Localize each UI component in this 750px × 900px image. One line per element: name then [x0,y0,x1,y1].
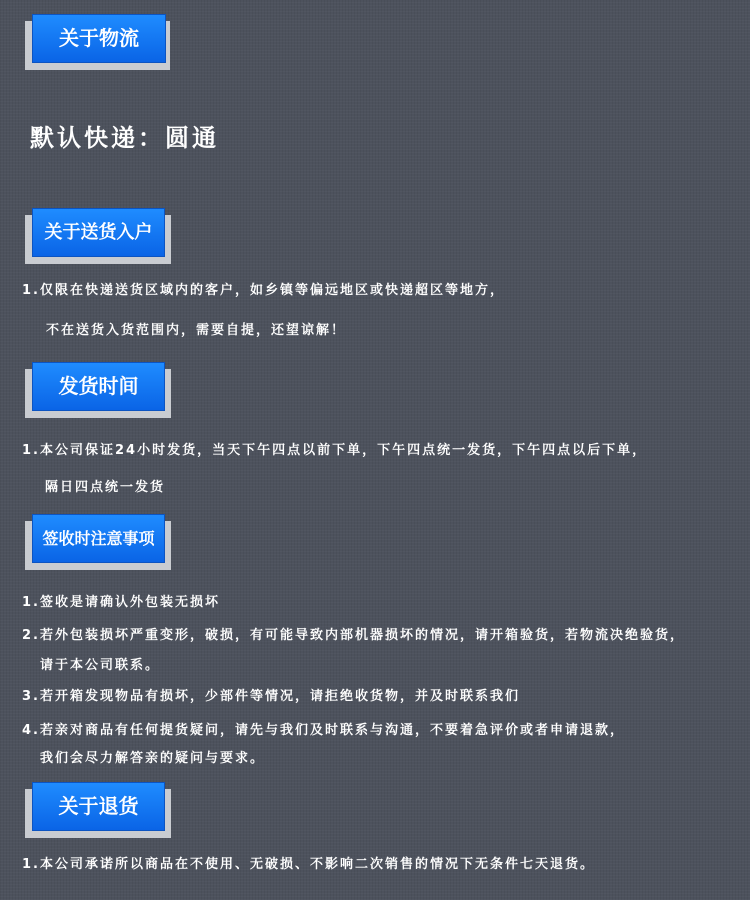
receipt-line-1: 1.签收是请确认外包装无损坏 [22,595,220,610]
returns-line-1: 1.本公司承诺所以商品在不使用、无破损、不影响二次销售的情况下无条件七天退货。 [22,857,595,872]
receipt-line-3: 请于本公司联系。 [40,658,161,673]
delivery-line-1: 1.仅限在快递送货区域内的客户，如乡镇等偏远地区或快递超区等地方， [22,283,505,298]
shipping-time-line-1: 1.本公司保证24小时发货，当天下午四点以前下单，下午四点统一发货，下午四点以后下单， [22,443,648,458]
default-courier-text: 默认快递：圆通 [30,124,219,152]
delivery-line-2: 不在送货入货范围内，需要自提，还望谅解！ [46,323,347,338]
logistics-heading: 关于物流 [32,14,166,63]
receipt-line-2: 2.若外包装损坏严重变形，破损，有可能导致内部机器损坏的情况，请开箱验货，若物流决绝验货， [22,628,685,643]
receipt-line-4: 3.若开箱发现物品有损坏，少部件等情况，请拒绝收货物，并及时联系我们 [22,689,520,704]
delivery-heading: 关于送货入户 [32,208,165,257]
receipt-line-6: 我们会尽力解答亲的疑问与要求。 [40,751,266,766]
shipping-time-heading: 发货时间 [32,362,165,411]
returns-heading: 关于退货 [32,782,165,831]
receipt-heading: 签收时注意事项 [32,514,165,563]
receipt-line-5: 4.若亲对商品有任何提货疑问，请先与我们及时联系与沟通，不要着急评价或者申请退款， [22,723,625,738]
shipping-time-line-2: 隔日四点统一发货 [45,480,166,495]
